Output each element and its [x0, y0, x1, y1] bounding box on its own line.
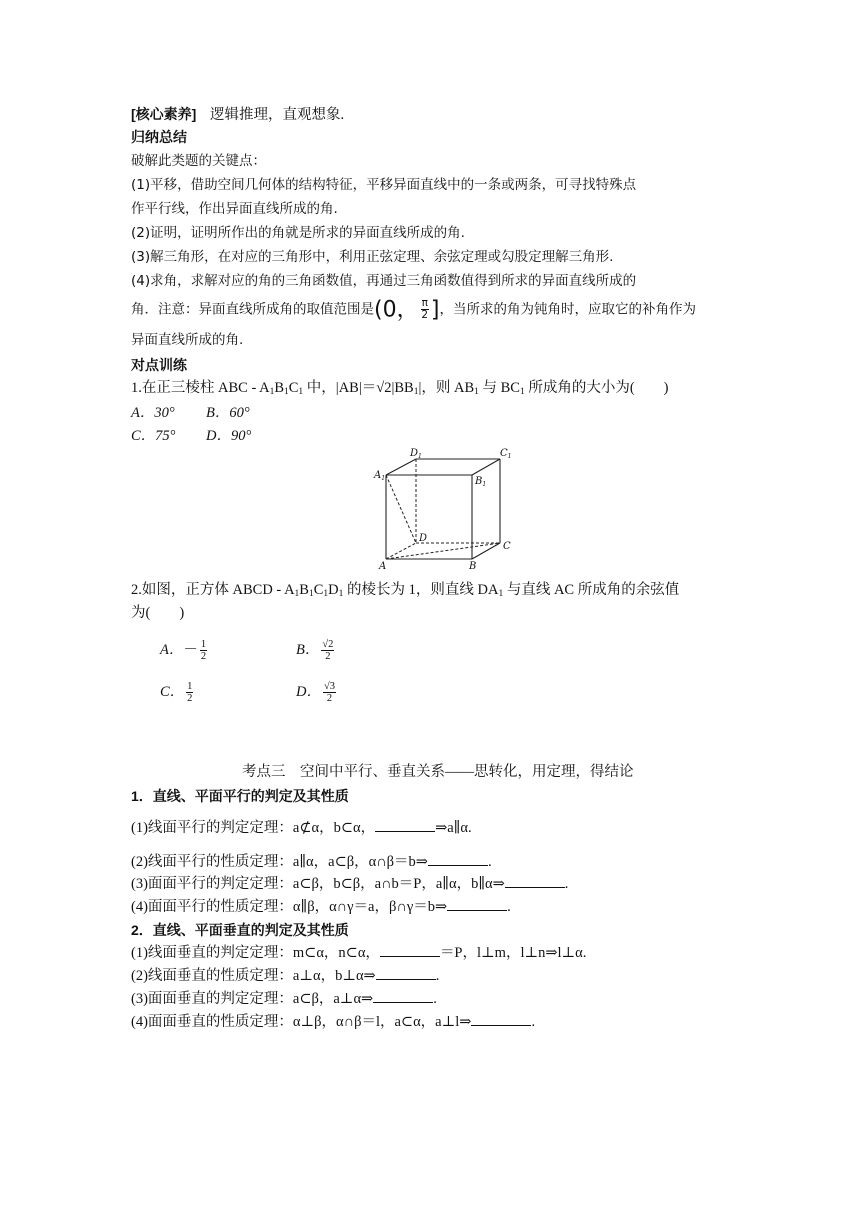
q2-c-den: 2: [187, 693, 193, 705]
parallel-2-end: .: [487, 854, 492, 870]
q2-c-fraction: [186, 681, 193, 704]
summary-point-3: (3)解三角形，在对应的三角形中，利用正弦定理、余弦定理或勾股定理解三角形.: [131, 249, 614, 265]
parallel-line-3: [131, 874, 568, 894]
q2-b-fraction: [321, 639, 334, 662]
label-d1: $D_1$: [410, 448, 422, 460]
answer-blank[interactable]: [471, 1013, 531, 1026]
parallel-4-text: (4)面面平行的性质定理：α∥β，α∩γ＝a，β∩γ＝b⇒: [131, 899, 448, 915]
q2-text-c: C: [313, 582, 324, 598]
q2-text-b: B: [299, 582, 309, 598]
q1-sub: 1: [413, 387, 419, 397]
q1-text-ab: |，则 AB: [418, 380, 475, 396]
perp-4-end: .: [531, 1014, 536, 1030]
label-c1: $C_1$: [500, 448, 512, 460]
summary-point-1a: (1)平移，借助空间几何体的结构特征，平移异面直线中的一条或两条，可寻找特殊点: [131, 177, 637, 193]
label-d: D: [419, 533, 428, 544]
parallel-2-text: (2)线面平行的性质定理：a∥α，a⊂β，α∩β＝b⇒: [131, 854, 428, 870]
q2-option-d[interactable]: [296, 680, 338, 704]
q2-b-label: B．: [296, 642, 320, 658]
summary-point-4a: (4)求角，求解对应的角的三角函数值，再通过三角函数值得到所求的异面直线所成的: [131, 273, 637, 289]
range-close: ]: [430, 297, 440, 323]
q2-text-tail: 与直线 AC 所成角的余弦值: [503, 582, 680, 598]
parallel-3-end: .: [564, 876, 569, 892]
section-3-heading-2: 2．直线、平面垂直的判定及其性质: [131, 922, 349, 938]
question-2-line-2: 为( ): [131, 605, 185, 621]
label-a: A: [379, 561, 387, 572]
q2-a-label: A．: [160, 642, 184, 658]
summary-point-4b-post: ，当所求的角为钝角时，应取它的补角作为: [439, 301, 697, 318]
parallel-line-2: [131, 852, 492, 872]
label-b1: $B_1$: [475, 476, 487, 488]
q1-option-d[interactable]: D．90°: [206, 428, 252, 444]
summary-point-4c: 异面直线所成的角.: [131, 332, 244, 348]
core-literacy-line: [131, 104, 344, 125]
q1-sub: 1: [519, 387, 525, 397]
q2-text-mid: 的棱长为 1，则直线 DA: [343, 582, 499, 598]
range-open: (0，: [374, 297, 419, 323]
q1-sub: 1: [298, 387, 304, 397]
q2-option-b[interactable]: [296, 638, 336, 662]
parallel-4-end: .: [507, 899, 511, 915]
q1-option-c[interactable]: C．75°: [131, 428, 176, 444]
pi-denominator: 2: [421, 309, 429, 321]
q2-sub: 1: [294, 589, 300, 599]
summary-point-2: (2)证明，证明所作出的角就是所求的异面直线所成的角.: [131, 225, 465, 241]
q2-b-num: √2: [322, 639, 334, 651]
q1-text-c: C: [288, 380, 299, 396]
core-literacy-label: [核心素养]: [131, 106, 197, 122]
summary-point-1b: 作平行线，作出异面直线所成的角.: [131, 201, 338, 217]
q2-a-sign: －: [183, 642, 198, 658]
q1-option-a[interactable]: A．30°: [131, 405, 175, 421]
q1-sqrt: √2: [376, 380, 392, 396]
perp-1-text: (1)线面垂直的判定定理：m⊂α，n⊂α，: [131, 945, 380, 961]
q2-a-fraction: [200, 639, 207, 662]
q2-a-num: 1: [200, 639, 207, 651]
q2-c-num: 1: [187, 681, 193, 693]
question-1: [131, 378, 669, 402]
q1-sub: 1: [474, 387, 479, 397]
answer-blank[interactable]: [380, 944, 440, 957]
q1-text-bb: |BB: [391, 380, 414, 396]
q2-sub: 1: [323, 589, 329, 599]
section-3-heading-1: 1．直线、平面平行的判定及其性质: [131, 788, 349, 804]
q2-b-den: 2: [325, 651, 331, 663]
parallel-3-text: (3)面面平行的判定定理：a⊂β，b⊂β，a∩b＝P，a∥α，b∥α⇒: [131, 876, 505, 892]
summary-intro: 破解此类题的关键点：: [131, 153, 266, 169]
cube-figure: [372, 447, 522, 572]
q1-option-b[interactable]: B．60°: [206, 405, 250, 421]
pi-over-two: [421, 298, 429, 321]
q1-text-eq: 中，|AB|＝: [303, 380, 377, 396]
q2-text-a: 2.如图，正方体 ABCD - A: [131, 582, 295, 598]
perp-2-text: (2)线面垂直的性质定理：a⊥α，b⊥α⇒: [131, 968, 376, 984]
parallel-line-4: [131, 897, 511, 917]
answer-blank[interactable]: [376, 967, 436, 980]
answer-blank[interactable]: [375, 819, 435, 832]
perp-3-end: .: [433, 991, 437, 1007]
perpendicular-line-3: [131, 989, 437, 1009]
perpendicular-line-2: [131, 966, 439, 986]
perp-4-text: (4)面面垂直的性质定理：α⊥β，α∩β＝l，a⊂α，a⊥l⇒: [131, 1014, 472, 1030]
q1-sub: 1: [284, 387, 289, 397]
q1-text-bc: 与 BC: [478, 380, 520, 396]
perpendicular-line-4: [131, 1012, 535, 1032]
q2-option-c[interactable]: [160, 680, 195, 704]
perp-1-end: ＝P，l⊥m，l⊥n⇒l⊥α.: [439, 945, 587, 961]
section-3-title: 考点三 空间中平行、垂直关系——思转化，用定理，得结论: [242, 764, 634, 780]
answer-blank[interactable]: [373, 990, 433, 1003]
core-literacy-text: 逻辑推理，直观想象.: [209, 107, 345, 123]
perp-3-text: (3)面面垂直的判定定理：a⊂β，a⊥α⇒: [131, 991, 374, 1007]
q2-a-den: 2: [200, 651, 207, 663]
q2-sub: 1: [498, 589, 504, 599]
pi-numerator: π: [421, 297, 428, 309]
q2-sub: 1: [308, 589, 314, 599]
perpendicular-line-1: [131, 943, 586, 963]
practice-title: 对点训练: [131, 357, 187, 373]
q2-d-num: √3: [323, 681, 335, 693]
summary-point-4b-pre: 角．注意：异面直线所成角的取值范围是: [131, 301, 374, 318]
perp-2-end: .: [435, 968, 440, 984]
label-b: B: [469, 561, 477, 572]
parallel-line-1: [131, 818, 472, 838]
parallel-1-text: (1)线面平行的判定定理：a⊄α，b⊂α，: [131, 820, 376, 836]
q2-c-label: C．: [160, 684, 185, 700]
q2-d-label: D．: [296, 684, 321, 700]
label-a1: $A_1$: [374, 470, 386, 482]
q1-text-a: 1.在正三棱柱 ABC - A: [131, 380, 270, 396]
q2-text-d: D: [328, 582, 339, 598]
q2-d-den: 2: [326, 693, 333, 705]
q1-text-b: B: [274, 380, 284, 396]
q1-text-tail: 所成角的大小为( ): [524, 380, 669, 396]
answer-blank[interactable]: [428, 853, 488, 866]
parallel-1-end: ⇒a∥α.: [435, 820, 472, 836]
q1-sub: 1: [269, 387, 275, 397]
q2-option-a[interactable]: [160, 638, 209, 662]
q2-sub: 1: [338, 589, 344, 599]
answer-blank[interactable]: [447, 898, 507, 911]
answer-blank[interactable]: [505, 875, 565, 888]
summary-title: 归纳总结: [131, 129, 187, 145]
q2-d-fraction: [323, 681, 336, 704]
summary-point-4b: [131, 298, 696, 321]
label-c: C: [503, 541, 511, 552]
question-2-line-1: [131, 580, 679, 604]
